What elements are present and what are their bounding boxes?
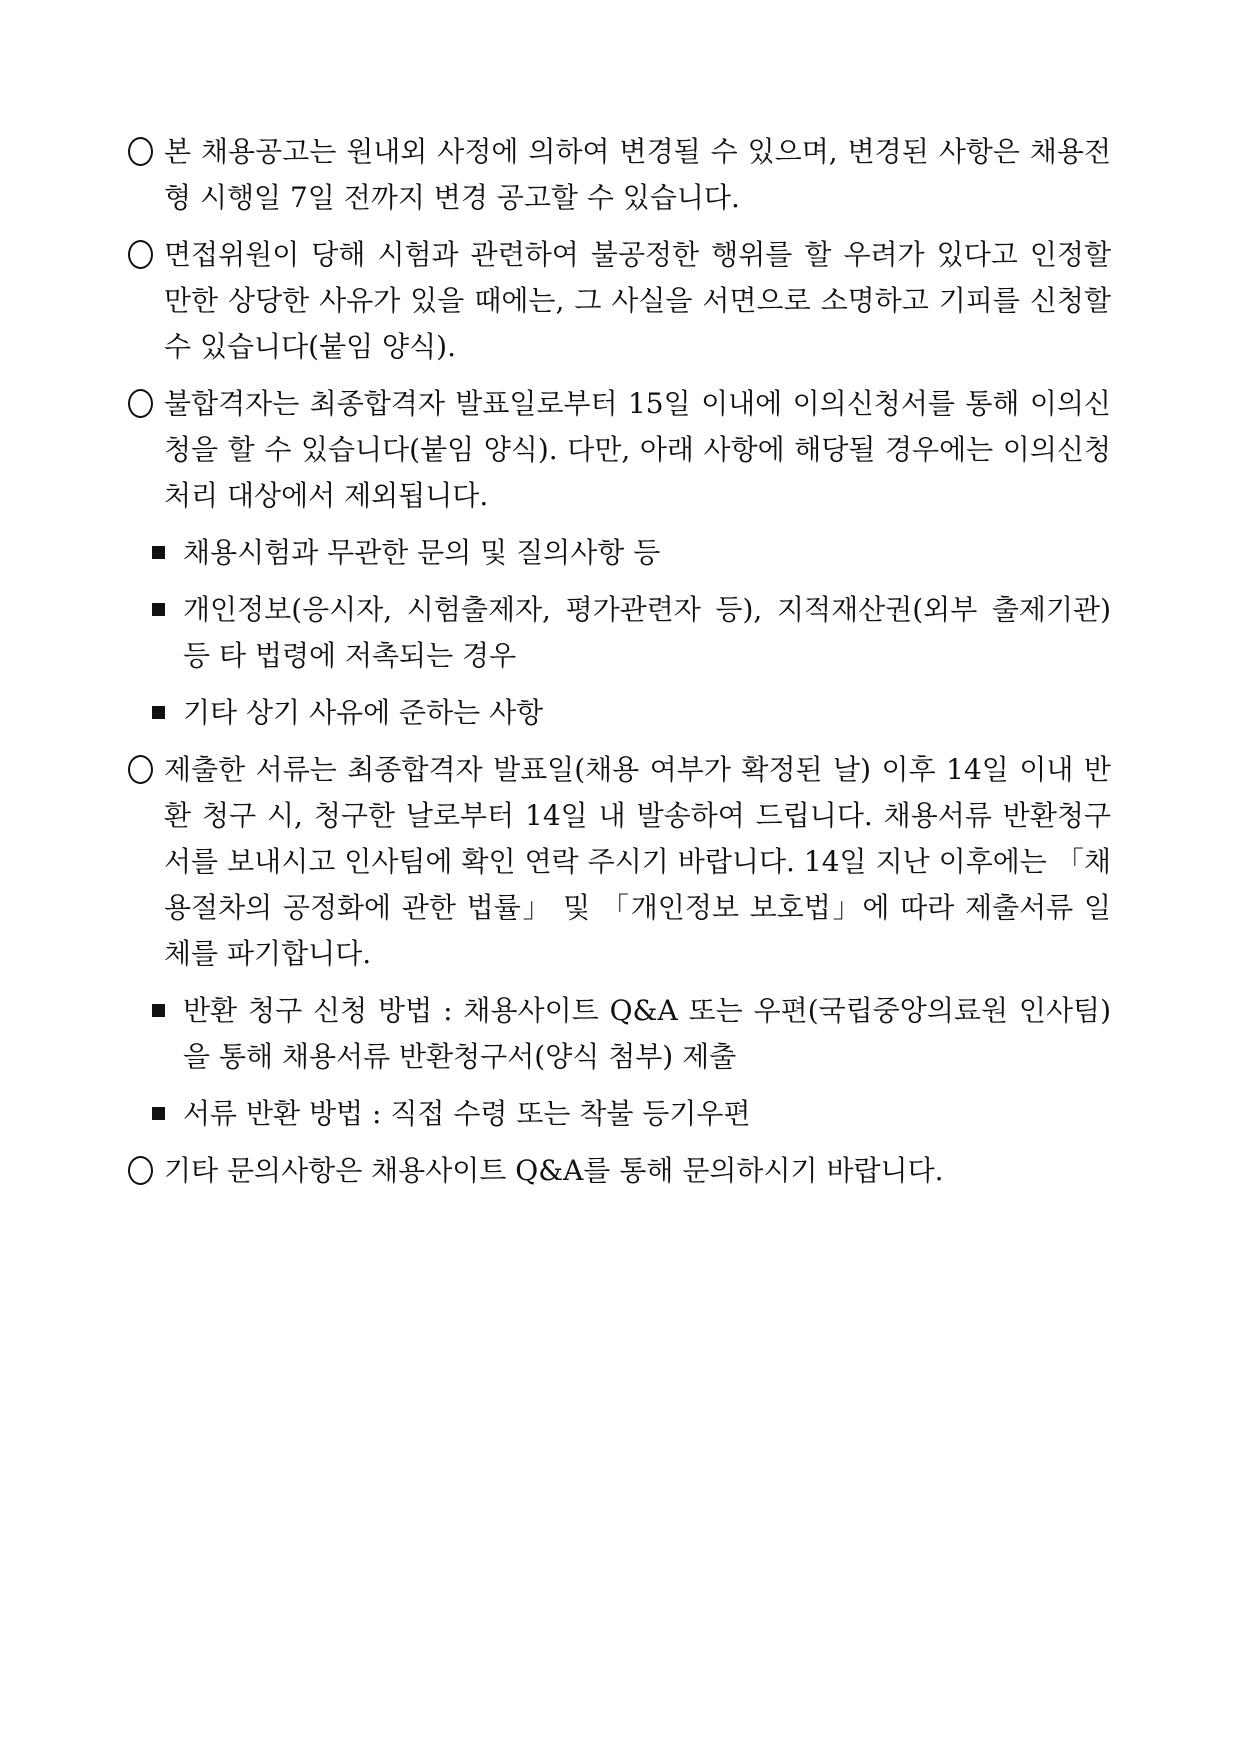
paragraph-text: 면접위원이 당해 시험과 관련하여 불공정한 행위를 할 우려가 있다고 인정할 만한 상당한 사유가 있을 때에는, 그 사실을 서면으로 소명하고 기피를 신청할 수 있습니다(붙임 양식). <box>164 238 1111 363</box>
list-sub-item <box>150 1091 1111 1137</box>
square-bullet-icon <box>152 546 165 559</box>
list-sub-item <box>150 530 1111 576</box>
circle-bullet-icon <box>128 389 153 418</box>
paragraph-text: 개인정보(응시자, 시험출제자, 평가관련자 등), 지적재산권(외부 출제기관) 등 타 법령에 저촉되는 경우 <box>183 593 1111 672</box>
paragraph-text: 본 채용공고는 원내외 사정에 의하여 변경될 수 있으며, 변경된 사항은 채용전형 시행일 7일 전까지 변경 공고할 수 있습니다. <box>164 135 1111 214</box>
circle-bullet-icon <box>128 137 153 166</box>
square-bullet-icon <box>152 1107 165 1120</box>
square-bullet-icon <box>152 603 165 616</box>
list-item <box>128 232 1111 370</box>
paragraph-text: 반환 청구 신청 방법 : 채용사이트 Q&A 또는 우편(국립중앙의료원 인사팀)을 통해 채용서류 반환청구서(양식 첨부) 제출 <box>183 994 1111 1073</box>
list-item <box>128 1148 1111 1194</box>
paragraph-text: 불합격자는 최종합격자 발표일로부터 15일 이내에 이의신청서를 통해 이의신청을 할 수 있습니다(붙임 양식). 다만, 아래 사항에 해당될 경우에는 이의신청 처리 대상에서 제외됩니다. <box>164 387 1111 512</box>
paragraph-text: 채용시험과 무관한 문의 및 질의사항 등 <box>183 536 661 569</box>
list-sub-item <box>150 988 1111 1080</box>
list-sub-item <box>150 587 1111 679</box>
circle-bullet-icon <box>128 755 153 784</box>
paragraph-text: 서류 반환 방법 : 직접 수령 또는 착불 등기우편 <box>183 1097 751 1130</box>
paragraph-text: 제출한 서류는 최종합격자 발표일(채용 여부가 확정된 날) 이후 14일 이내 반환 청구 시, 청구한 날로부터 14일 내 발송하여 드립니다. 채용서류 반환청구서를 보내시고 인사팀에 확인 연락 주시기 바랍니다. 14일 지난 이후에는 「채용절차의 공정화에 관한 법률」 및 「개인정보 보호법」에 따라 제출서류 일체를 파기합니다. <box>164 753 1111 970</box>
list-sub-item <box>150 690 1111 736</box>
list-item <box>128 747 1111 977</box>
list-item <box>128 381 1111 519</box>
circle-bullet-icon <box>128 1156 153 1185</box>
square-bullet-icon <box>152 1004 165 1017</box>
circle-bullet-icon <box>128 240 153 269</box>
list-item <box>128 129 1111 221</box>
square-bullet-icon <box>152 706 165 719</box>
paragraph-text: 기타 상기 사유에 준하는 사항 <box>183 696 544 729</box>
paragraph-text: 기타 문의사항은 채용사이트 Q&A를 통해 문의하시기 바랍니다. <box>164 1154 944 1187</box>
